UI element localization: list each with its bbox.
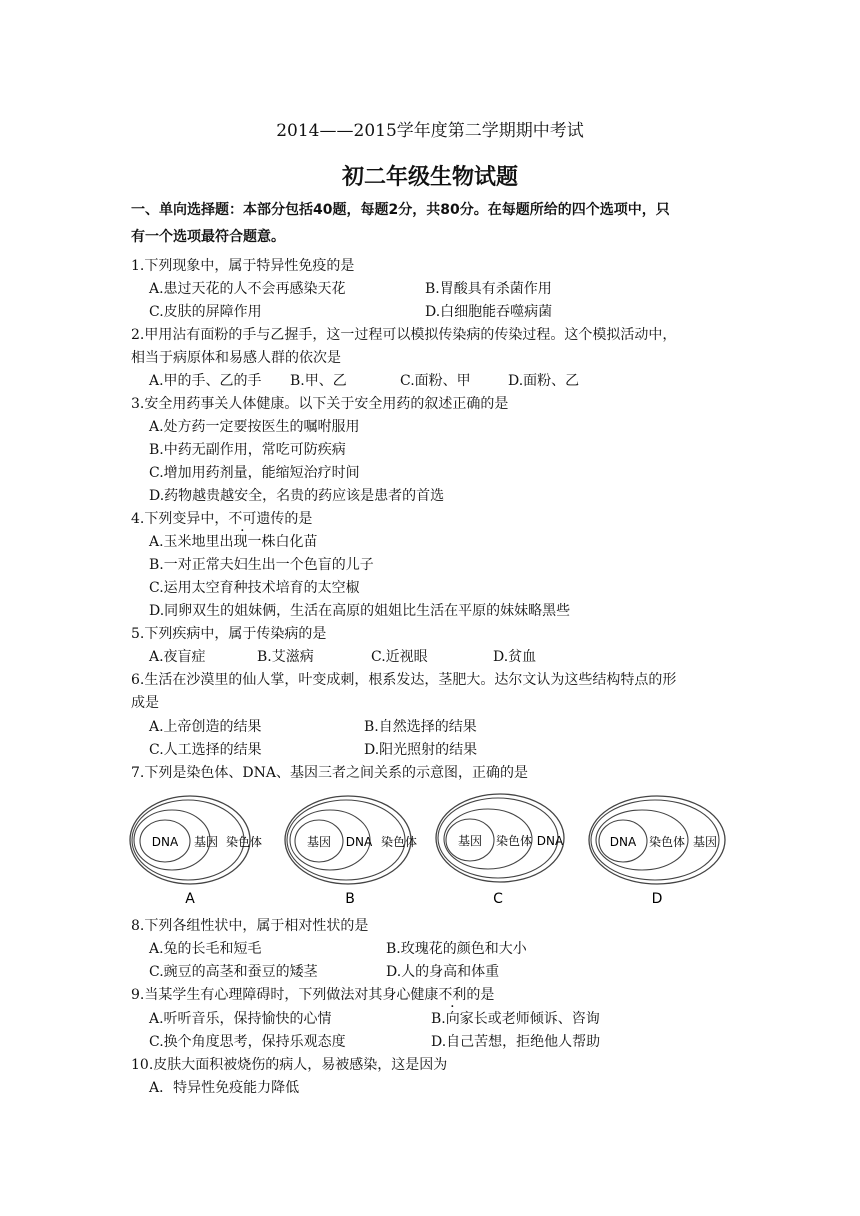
q2-option-a: A.甲的手、乙的手 [149, 373, 262, 389]
q9-stem-post: 的是 [466, 987, 495, 1003]
q1-option-a: A.患过天花的人不会再感染天花 [149, 281, 346, 297]
diagram-d-inner-label: DNA [609, 835, 637, 849]
subject-title: 初二年级生物试题 [341, 164, 518, 190]
q3-option-d: D.药物越贵越安全，名贵的药应该是患者的首选 [149, 488, 445, 504]
q7-diagrams [120, 788, 740, 913]
q7-diagram-d [589, 796, 725, 907]
diagram-a-letter: A [185, 891, 195, 907]
diagram-a-middle-label: 基因 [193, 835, 219, 849]
section-instructions-line2: 有一个选项最符合题意。 [131, 229, 285, 245]
q4-option-c: C.运用太空育种技术培育的太空椒 [149, 580, 360, 596]
q9-stem-emphasis: 不利 [438, 987, 467, 1003]
q5-option-c: C.近视眼 [371, 649, 428, 665]
q3-option-c: C.增加用药剂量，能缩短治疗时间 [149, 465, 360, 481]
q2-option-c: C.面粉、甲 [400, 373, 471, 389]
q1-option-d: D.白细胞能吞噬病菌 [425, 304, 553, 320]
q9-stem-pre: 9.当某学生有心理障碍时，下列做法对其身心健康 [131, 987, 439, 1003]
q8-option-d: D.人的身高和体重 [386, 964, 500, 980]
q6-option-c: C.人工选择的结果 [149, 742, 262, 758]
q4-stem-emphasis: 不可 [228, 511, 257, 527]
question-8-stem: 8.下列各组性状中，属于相对性状的是 [131, 918, 369, 934]
question-1-stem: 1.下列现象中，属于特异性免疫的是 [131, 258, 355, 274]
question-2-stem-line1: 2.甲用沾有面粉的手与乙握手，这一过程可以模拟传染病的传染过程。这个模拟活动中， [131, 327, 677, 343]
q4-option-a: A.玉米地里出现一株白化苗 [149, 534, 318, 550]
section-instructions-line1: 一、单向选择题：本部分包括40题，每题2分，共80分。在每题所给的四个选项中，只 [131, 202, 670, 218]
diagram-b-middle-label: DNA [345, 835, 373, 849]
diagram-d-middle-label: 染色体 [648, 835, 686, 849]
q6-option-d: D.阳光照射的结果 [364, 742, 478, 758]
q9-option-b: B.向家长或老师倾诉、咨询 [431, 1011, 600, 1027]
q4-stem-post: 遗传的是 [256, 511, 313, 527]
question-5-stem: 5.下列疾病中，属于传染病的是 [131, 626, 327, 642]
diagram-a-inner-label: DNA [151, 835, 179, 849]
q9-option-d: D.自己苦想，拒绝他人帮助 [431, 1034, 601, 1050]
q8-option-b: B.玫瑰花的颜色和大小 [386, 941, 527, 957]
q2-option-d: D.面粉、乙 [508, 373, 580, 389]
q1-option-b: B.胃酸具有杀菌作用 [425, 281, 552, 297]
question-10-stem: 10.皮肤大面积被烧伤的病人，易被感染，这是因为 [131, 1057, 448, 1073]
q8-option-c: C.豌豆的高茎和蚕豆的矮茎 [149, 964, 318, 980]
diagram-a-outer-label: 染色体 [225, 835, 263, 849]
diagram-b-outer-label: 染色体 [380, 835, 418, 849]
question-2-stem-line2: 相当于病原体和易感人群的依次是 [131, 350, 341, 366]
q7-diagram-c [436, 794, 564, 907]
q9-option-c: C.换个角度思考，保持乐观态度 [149, 1034, 346, 1050]
q6-option-b: B.自然选择的结果 [364, 719, 477, 735]
question-6-stem-line1: 6.生活在沙漠里的仙人掌，叶变成刺，根系发达，茎肥大。达尔文认为这些结构特点的形 [131, 672, 677, 688]
q7-diagram-b [285, 796, 417, 907]
diagram-c-outer-label: DNA [536, 834, 564, 848]
exam-title: 2014——2015学年度第二学期期中考试 [276, 121, 584, 141]
diagram-d-outer-label: 基因 [692, 835, 718, 849]
q2-option-b: B.甲、乙 [290, 373, 347, 389]
diagram-b-inner-label: 基因 [306, 835, 332, 849]
q9-option-a: A.听听音乐，保持愉快的心情 [149, 1011, 332, 1027]
q5-option-d: D.贫血 [493, 649, 537, 665]
q7-diagram-a [130, 796, 262, 907]
question-7-stem: 7.下列是染色体、DNA、基因三者之间关系的示意图，正确的是 [131, 765, 528, 781]
q4-stem-pre: 4.下列变异中， [131, 511, 229, 527]
q1-option-c: C.皮肤的屏障作用 [149, 304, 262, 320]
question-4-stem [131, 508, 312, 528]
q4-option-b: B.一对正常夫妇生出一个色盲的儿子 [149, 557, 374, 573]
q5-option-b: B.艾滋病 [257, 649, 314, 665]
q10-option-a: A．特异性免疫能力降低 [149, 1080, 300, 1096]
question-6-stem-line2: 成是 [131, 695, 159, 711]
diagram-c-middle-label: 染色体 [495, 834, 533, 848]
q5-option-a: A.夜盲症 [149, 649, 206, 665]
q8-option-a: A.兔的长毛和短毛 [149, 941, 262, 957]
diagram-b-letter: B [345, 891, 355, 907]
question-3-stem: 3.安全用药事关人体健康。以下关于安全用药的叙述正确的是 [131, 396, 509, 412]
diagram-d-letter: D [651, 891, 663, 907]
q3-option-a: A.处方药一定要按医生的嘱咐服用 [149, 419, 360, 435]
diagram-c-letter: C [493, 891, 503, 907]
question-9-stem [131, 984, 494, 1004]
q6-option-a: A.上帝创造的结果 [149, 719, 262, 735]
q3-option-b: B.中药无副作用，常吃可防疾病 [149, 442, 346, 458]
diagram-c-inner-label: 基因 [457, 834, 483, 848]
q4-option-d: D.同卵双生的姐妹俩，生活在高原的姐姐比生活在平原的妹妹略黑些 [149, 603, 571, 619]
